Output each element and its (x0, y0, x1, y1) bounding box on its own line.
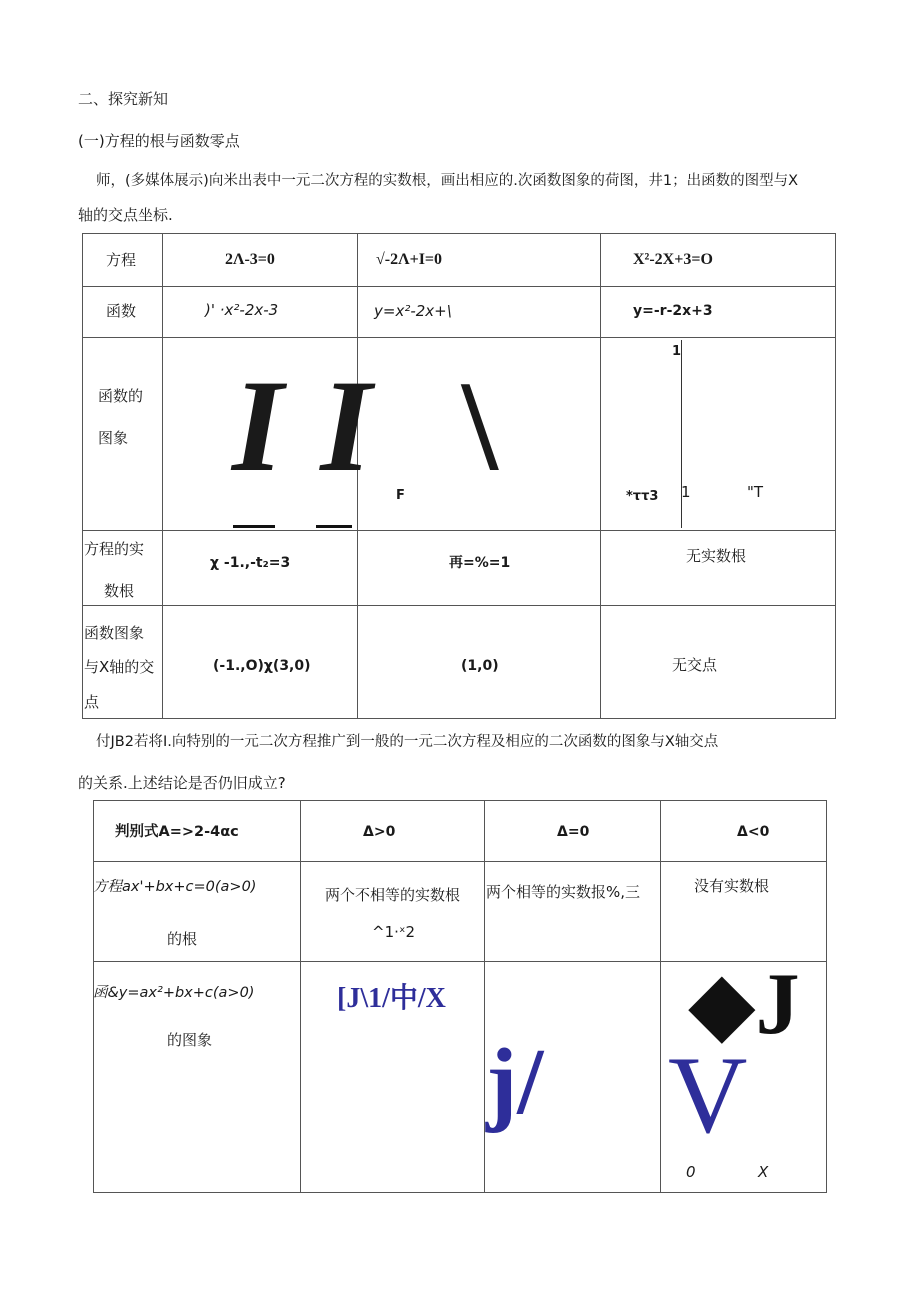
roots-1: χ -1.,-t₂=3 (210, 555, 291, 571)
roots-zero: 两个相等的实数报%,三 (486, 883, 641, 901)
header-zero: Δ=0 (557, 824, 590, 840)
equation-1: 2Λ-3=0 (225, 251, 275, 268)
graph-1-stroke-a (233, 525, 275, 528)
function-2: y=x²-2x+\ (374, 302, 452, 320)
row-label-intersect-3: 点 (84, 693, 100, 711)
graph-glyph-positive: [J\1/中/X (337, 983, 446, 1014)
graph-3-top-label: 1 (672, 344, 682, 359)
graph-negative-x: X (758, 1163, 769, 1181)
section-heading: 二、探究新知 (78, 90, 169, 108)
roots-positive-1: 两个不相等的实数根 (325, 886, 461, 904)
graph-2-label: F (396, 488, 405, 503)
sub-heading: (一)方程的根与函数零点 (78, 132, 240, 150)
function-3: y=-r-2x+3 (633, 303, 713, 319)
graph-glyph-negative-v: V (668, 1034, 748, 1156)
row-label-intersect-2: 与X轴的交 (84, 658, 155, 676)
intersect-1: (-1.,O)χ(3,0) (213, 658, 311, 674)
row-label-roots-2: 数根 (104, 582, 135, 600)
graph-glyph-2: \ (462, 355, 498, 497)
graph-glyph-zero: j/ (486, 1030, 544, 1134)
graph-3-label-a: *ττ3 (626, 489, 659, 504)
roots-label-2: 的根 (167, 930, 198, 948)
intersect-2: (1,0) (461, 658, 499, 674)
header-negative: Δ<0 (737, 824, 770, 840)
row-label-graph-1: 函数的 (98, 387, 144, 405)
row-label-equation: 方程 (106, 251, 137, 269)
graph-label-1: 函&y=ax²+bx+c(a>0) (93, 985, 255, 1001)
row-label-graph-2: 图象 (98, 429, 129, 447)
row-label-function: 函数 (106, 302, 137, 320)
equation-2: √-2Λ+I=0 (376, 251, 443, 268)
roots-3: 无实数根 (686, 547, 747, 565)
intro-line-1: 师，(多媒体展示)向米出表中一元二次方程的实数根，画出相应的.次函数图象的荷图，井1；出函数的图型与X (96, 173, 799, 189)
intersect-3: 无交点 (672, 656, 718, 674)
graph-glyph-1: I I (232, 352, 374, 499)
graph-negative-origin: 0 (686, 1163, 696, 1181)
intro-line-2: 轴的交点坐标. (78, 206, 173, 224)
graph-label-2: 的图象 (167, 1031, 213, 1049)
function-1: )' ·x²-2x-3 (205, 301, 279, 319)
header-positive: Δ>0 (363, 824, 396, 840)
roots-positive-2: ^1·ˣ2 (372, 923, 416, 941)
graph-glyph-negative-top: ◆J (688, 956, 800, 1053)
roots-label-1: 方程ax'+bx+c=0(a>0) (93, 879, 257, 895)
discriminant-label: 判别式A=>2-4αc (115, 824, 239, 840)
row-label-roots-1: 方程的实 (84, 540, 145, 558)
question-line-2: 的关系.上述结论是否仍旧成立? (78, 774, 286, 792)
graph-3-label-b: 1 (681, 483, 691, 501)
roots-negative: 没有实数根 (694, 877, 770, 895)
graph-1-stroke-b (316, 525, 352, 528)
graph-3-label-c: "T (747, 483, 764, 501)
equation-3: X²-2X+3=O (633, 251, 713, 268)
row-label-intersect-1: 函数图象 (84, 624, 145, 642)
roots-2: 再=%=1 (449, 555, 511, 571)
question-line-1: 付JB2若将I.向特别的一元二次方程推广到一般的一元二次方程及相应的二次函数的图象与X轴交点 (96, 734, 719, 750)
